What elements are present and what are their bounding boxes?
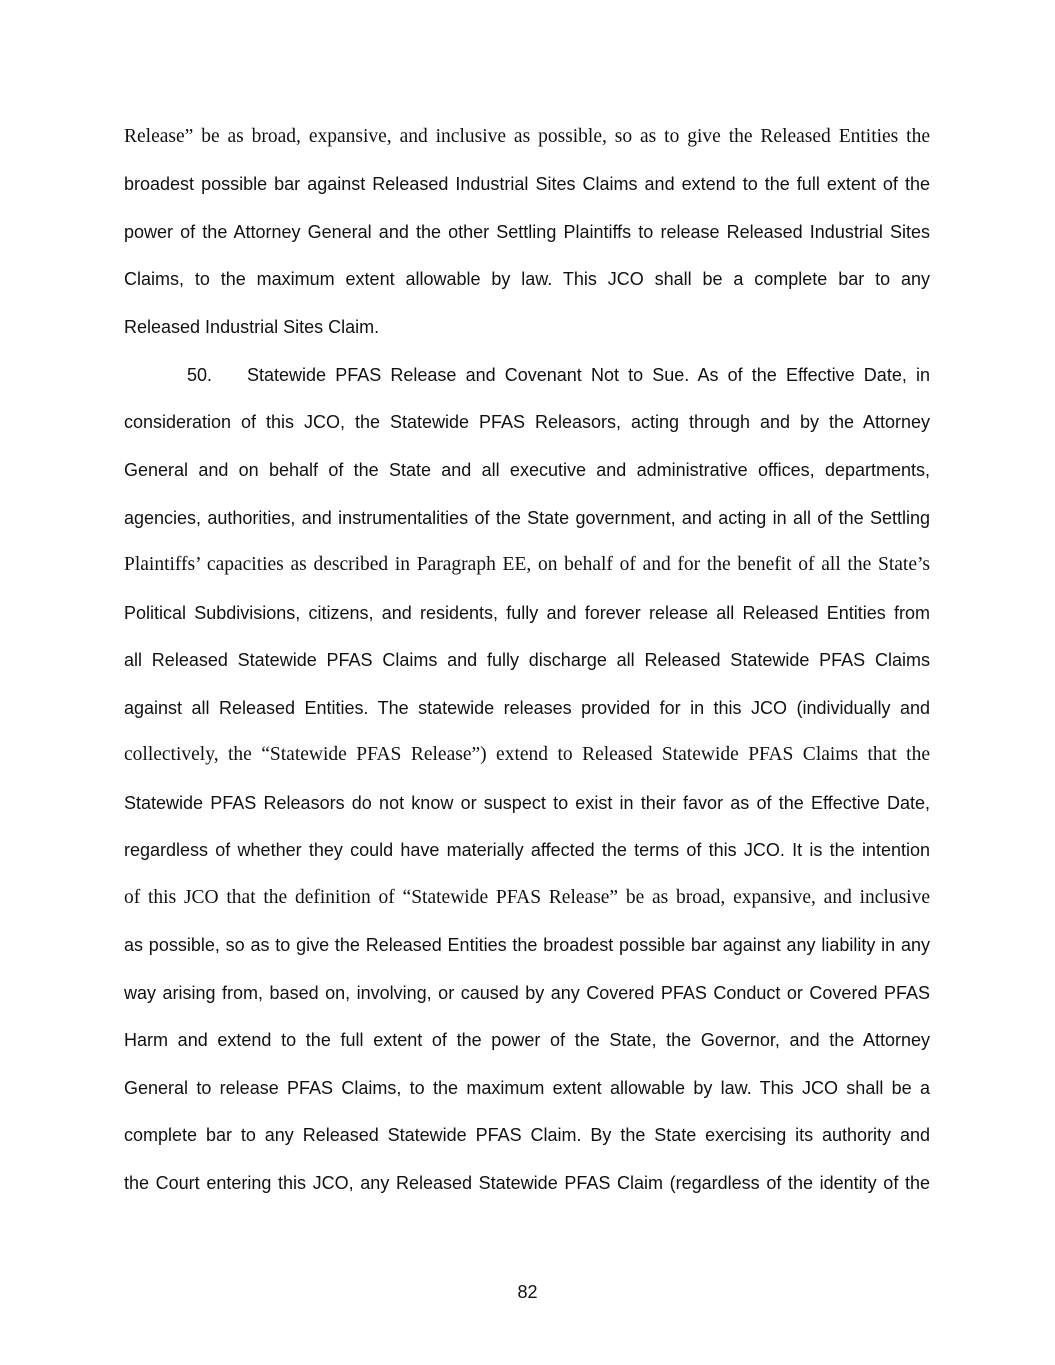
text-line: Release” be as broad, expansive, and inclusive as possible, so as to give the Released Entities the — [124, 126, 930, 147]
text-line: the Court entering this JCO, any Released Statewide PFAS Claim (regardless of the identity of the — [124, 1173, 930, 1193]
text-line: collectively, the “Statewide PFAS Release”) extend to Released Statewide PFAS Claims that the — [124, 744, 930, 765]
text-line: General to release PFAS Claims, to the maximum extent allowable by law. This JCO shall be a — [124, 1078, 930, 1098]
text-line: complete bar to any Released Statewide PFAS Claim. By the State exercising its authority and — [124, 1125, 930, 1145]
text-line: power of the Attorney General and the other Settling Plaintiffs to release Released Industrial Sites — [124, 222, 930, 242]
text-line: against all Released Entities. The statewide releases provided for in this JCO (individually and — [124, 698, 930, 718]
text-line: Plaintiffs’ capacities as described in Paragraph EE, on behalf of and for the benefit of all the State’s — [124, 554, 930, 575]
page-number: 82 — [517, 1282, 538, 1302]
text-line: regardless of whether they could have materially affected the terms of this JCO. It is the intention — [124, 840, 930, 860]
text-line: Released Industrial Sites Claim. — [124, 317, 380, 337]
paragraph-number: 50. — [187, 365, 213, 385]
text-line: General and on behalf of the State and all executive and administrative offices, departments, — [124, 460, 930, 480]
text-line: Harm and extend to the full extent of the power of the State, the Governor, and the Attorney — [124, 1030, 930, 1050]
text-line: broadest possible bar against Released Industrial Sites Claims and extend to the full extent of the — [124, 174, 930, 194]
text-line: Statewide PFAS Releasors do not know or suspect to exist in their favor as of the Effective Date, — [124, 793, 930, 813]
text-line: Political Subdivisions, citizens, and residents, fully and forever release all Released Entities from — [124, 603, 930, 623]
text-line: all Released Statewide PFAS Claims and fully discharge all Released Statewide PFAS Claims — [124, 650, 930, 670]
text-line: consideration of this JCO, the Statewide PFAS Releasors, acting through and by the Attorney — [124, 412, 930, 432]
paragraph-heading-line: Statewide PFAS Release and Covenant Not to Sue. As of the Effective Date, in — [247, 365, 930, 385]
text-line: of this JCO that the definition of “Statewide PFAS Release” be as broad, expansive, and inclusive — [124, 887, 930, 908]
text-line: agencies, authorities, and instrumentalities of the State government, and acting in all of the Settling — [124, 508, 930, 528]
text-line: way arising from, based on, involving, or caused by any Covered PFAS Conduct or Covered PFAS — [124, 983, 930, 1003]
text-line: as possible, so as to give the Released Entities the broadest possible bar against any liability in any — [124, 935, 930, 955]
text-line: Claims, to the maximum extent allowable by law. This JCO shall be a complete bar to any — [124, 269, 930, 289]
